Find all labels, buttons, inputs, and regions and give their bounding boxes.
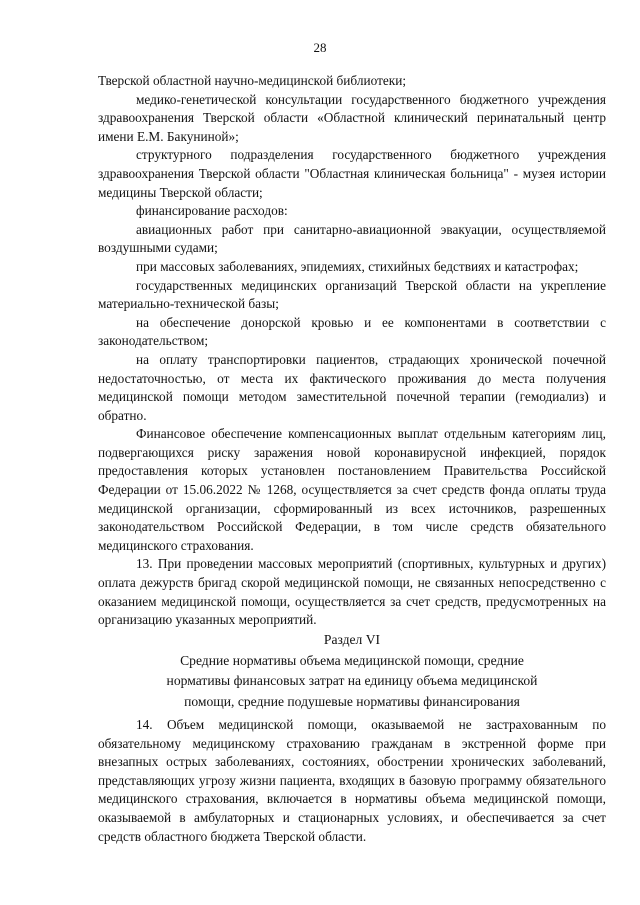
section-heading: Раздел VI — [323, 632, 381, 647]
section-title-line: нормативы финансовых затрат на единицу объема медицинской — [166, 673, 538, 688]
paragraph: 14. Объем медицинской помощи, оказываемой не застрахованным по обязательному медицинскому страхованию гражданам в экстренной форме при внезапных острых заболеваниях, состояниях, обострении хронических заболеваний, представляющих угрозу жизни пациента, входящих в базовую программу обязательного медицинского страхования, включается в нормативы объема медицинской помощи, оказываемой в амбулаторных и стационарных условиях, и обеспечивается за счет средств областного бюджета Тверской области. — [98, 717, 606, 844]
body-text-bottom — [98, 716, 606, 846]
paragraph: 13. При проведении массовых мероприятий (спортивных, культурных и других) оплата дежурств бригад скорой медицинской помощи, не связанных непосредственно с оказанием медицинской помощи, осуществляется за счет средств, предусмотренных на организацию указанных мероприятий. — [98, 556, 606, 628]
paragraph: Тверской областной научно-медицинской библиотеки; — [98, 73, 407, 88]
paragraph: авиационных работ при санитарно-авиационной эвакуации, осуществляемой воздушными судами; — [98, 221, 606, 256]
paragraph: на оплату транспортировки пациентов, страдающих хронической почечной недостаточностью, от места их фактического проживания до места получения медицинской помощи методом заместительной почечной терапии (гемодиализ) и обратно. — [98, 351, 606, 423]
paragraph: при массовых заболеваниях, эпидемиях, стихийных бедствиях и катастрофах; — [136, 258, 579, 274]
paragraph: финансирование расходов: — [136, 203, 288, 219]
body-text-top — [98, 72, 606, 630]
paragraph: Финансовое обеспечение компенсационных выплат отдельным категориям лиц, подвергающихся риску заражения новой коронавирусной инфекцией, порядок предоставления которых установлен постановлением Правительства Российской Федерации от 15.06.2022 № 1268, осуществляется за счет средств фонда оплаты труда медицинской организации, сформированный из всех источников, разрешенных законодательством Российской Федерации, в том числе средств обязательного медицинского страхования. — [98, 426, 606, 553]
paragraph: на обеспечение донорской кровью и ее компонентами в соответствии с законодательством; — [98, 314, 606, 349]
section-title-line: помощи, средние подушевые нормативы финансирования — [184, 693, 520, 709]
paragraph: государственных медицинских организаций Тверской области на укрепление материально-технической базы; — [98, 277, 606, 312]
section-heading-block — [98, 630, 606, 712]
paragraph: медико-генетической консультации государственного бюджетного учреждения здравоохранения Тверской области «Областной клинический перинатальный центр имени Е.М. Бакуниной»; — [98, 91, 606, 144]
paragraph: структурного подразделения государственного бюджетного учреждения здравоохранения Тверской области "Областная клиническая больница" - музея истории медицины Тверской области; — [98, 147, 606, 200]
section-title-line: Средние нормативы объема медицинской помощи, средние — [180, 652, 524, 668]
page-number: 28 — [313, 40, 327, 55]
